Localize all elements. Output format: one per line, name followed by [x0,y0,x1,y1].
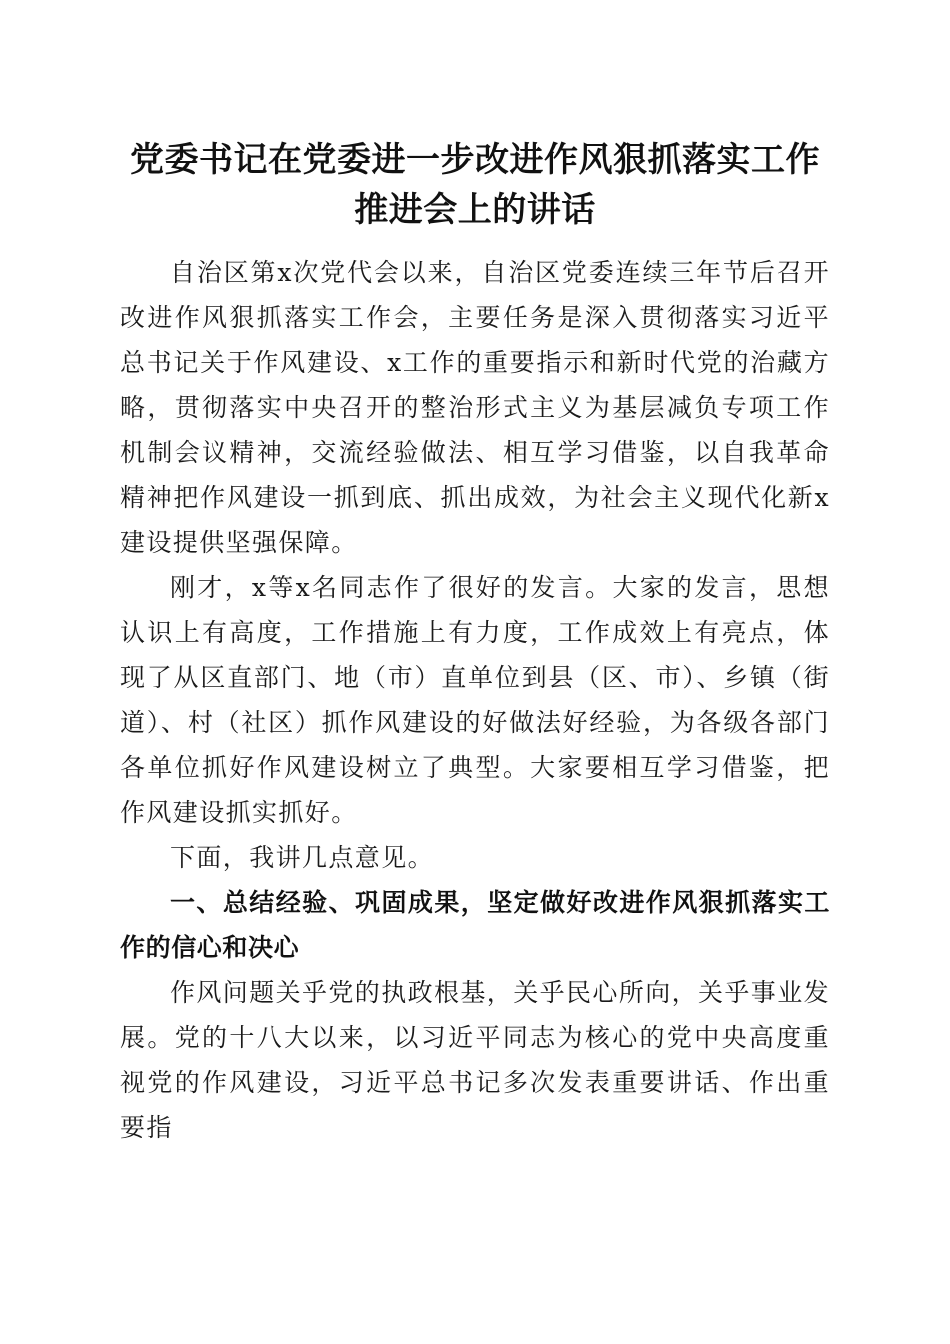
paragraph-intro: 自治区第x次党代会以来，自治区党委连续三年节后召开改进作风狠抓落实工作会，主要任务是深入贯彻落实习近平总书记关于作风建设、x工作的重要指示和新时代党的治藏方略，贯彻落实中央召开的整治形式主义为基层减负专项工作机制会议精神，交流经验做法、相互学习借鉴，以自我革命精神把作风建设一抓到底、抓出成效，为社会主义现代化新x建设提供坚强保障。 [120,258,830,557]
document-body [120,250,830,1150]
paragraph-speeches: 刚才，x等x名同志作了很好的发言。大家的发言，思想认识上有高度，工作措施上有力度，工作成效上有亮点，体现了从区直部门、地（市）直单位到县（区、市）、乡镇（街道）、村（社区）抓作风建设的好做法好经验，为各级各部门各单位抓好作风建设树立了典型。大家要相互学习借鉴，把作风建设抓实抓好。 [120,573,830,827]
title-line-1: 党委书记在党委进一步改进作风狠抓落实工作 [130,140,820,180]
document-title [110,135,840,235]
title-line-2: 推进会上的讲话 [354,190,596,230]
paragraph-transition: 下面，我讲几点意见。 [170,843,435,872]
section-heading-1: 一、总结经验、巩固成果，坚定做好改进作风狠抓落实工作的信心和决心 [120,888,830,962]
section-1-paragraph: 作风问题关乎党的执政根基，关乎民心所向，关乎事业发展。党的十八大以来，以习近平同志为核心的党中央高度重视党的作风建设，习近平总书记多次发表重要讲话、作出重要指 [120,978,831,1142]
